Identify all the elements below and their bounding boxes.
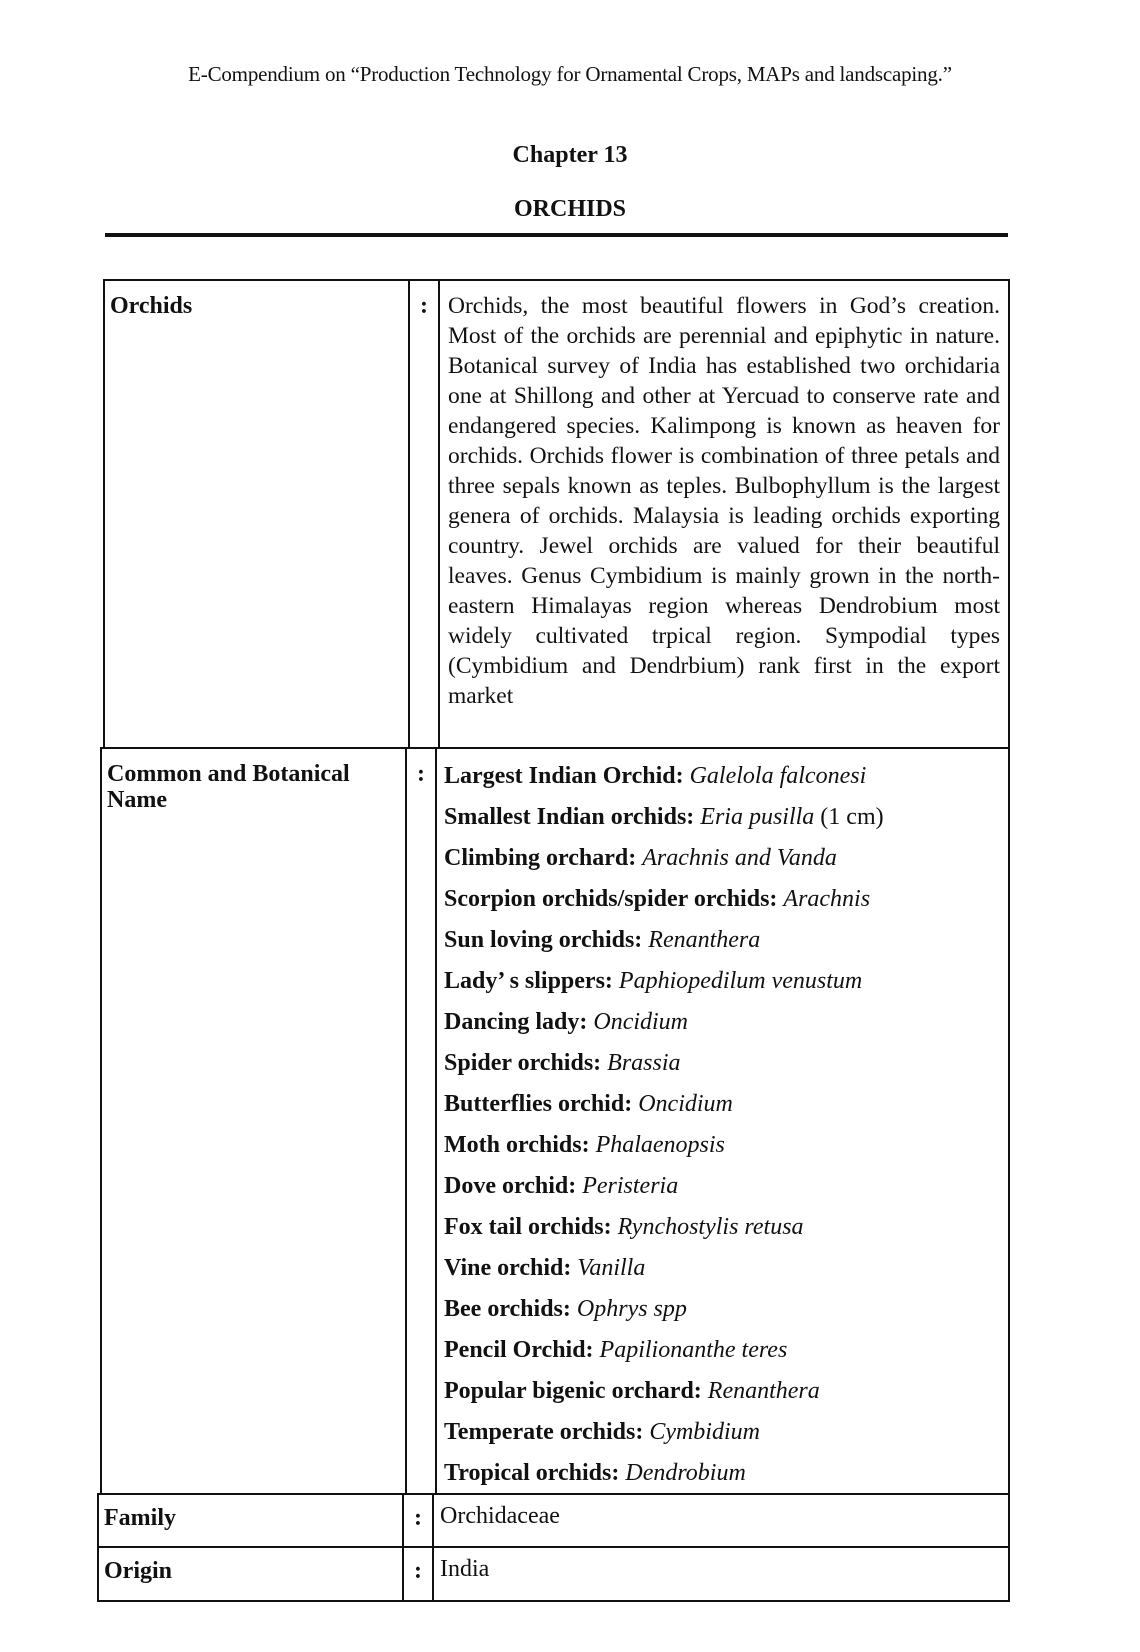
botanical-name: Vanilla <box>577 1255 646 1281</box>
list-item <box>444 1129 1008 1170</box>
table-row-common-botanical-name <box>100 747 1010 1495</box>
botanical-name: Phalaenopsis <box>595 1132 725 1158</box>
botanical-name: Cymbidium <box>649 1419 760 1445</box>
list-item <box>444 842 1008 883</box>
row-value: India <box>440 1556 490 1582</box>
common-name: Scorpion orchids/spider orchids: <box>444 886 778 912</box>
list-item <box>444 1334 1008 1375</box>
row-description: Orchids, the most beautiful flowers in God’s creation. Most of the orchids are perennial and epiphytic in nature. Botanical survey of India has established two orchidaria one at Shillong and other at Yercuad to conserve rate and endangered species. Kalimpong is known as heaven for orchids. Orchids flower is combination of three petals and three sepals known as teples. Bulbophyllum is the largest genera of orchids. Malaysia is leading orchids exporting country. Jewel orchids are valued for their beautiful leaves. Genus Cymbidium is mainly grown in the north-eastern Himalayas region whereas Dendrobium most widely cultivated trpical region. Sympodial types (Cymbidium and Dendrbium) rank first in the export market <box>448 293 1000 709</box>
common-name: Butterflies orchid: <box>444 1091 633 1117</box>
list-item <box>444 1006 1008 1047</box>
list-item <box>444 1375 1008 1416</box>
botanical-name: Brassia <box>607 1050 681 1076</box>
botanical-name: Paphiopedilum venustum <box>618 968 863 994</box>
row-separator: : <box>404 1548 434 1600</box>
common-name: Moth orchids: <box>444 1132 590 1158</box>
botanical-name: Oncidium <box>638 1091 733 1117</box>
row-separator: : <box>407 749 437 1493</box>
common-name: Spider orchids: <box>444 1050 602 1076</box>
list-item <box>444 801 1008 842</box>
common-name: Smallest Indian orchids: <box>444 804 695 830</box>
common-name: Tropical orchids: <box>444 1460 620 1486</box>
list-item <box>444 760 1008 801</box>
list-item <box>444 1457 1008 1498</box>
title-rule <box>105 233 1008 237</box>
botanical-name: Eria pusilla <box>700 804 815 830</box>
common-name: Lady’ s slippers: <box>444 968 613 994</box>
botanical-name: Renanthera <box>707 1378 820 1404</box>
botanical-name: Galelola falconesi <box>689 763 867 789</box>
common-name: Bee orchids: <box>444 1296 571 1322</box>
list-item <box>444 965 1008 1006</box>
row-label: Common and Botanical Name <box>102 749 407 1493</box>
list-item <box>444 1088 1008 1129</box>
common-name: Temperate orchids: <box>444 1419 644 1445</box>
running-header: E-Compendium on “Production Technology for Ornamental Crops, MAPs and landscaping.” <box>188 62 952 86</box>
name-note: (1 cm) <box>814 804 884 830</box>
list-item <box>444 1211 1008 1252</box>
row-label: Orchids <box>105 281 410 747</box>
names-list <box>437 749 1008 1498</box>
list-item <box>444 1416 1008 1457</box>
list-item <box>444 1047 1008 1088</box>
list-item <box>444 1293 1008 1334</box>
common-name: Climbing orchard: <box>444 845 637 871</box>
row-label: Origin <box>99 1548 404 1600</box>
common-name: Vine orchid: <box>444 1255 572 1281</box>
botanical-name: Arachnis <box>783 886 871 912</box>
botanical-name: Peristeria <box>582 1173 679 1199</box>
table-row-origin <box>97 1546 1010 1602</box>
common-name: Fox tail orchids: <box>444 1214 612 1240</box>
botanical-name: Oncidium <box>593 1009 689 1035</box>
table-row-family <box>97 1493 1010 1548</box>
list-item <box>444 924 1008 965</box>
common-name: Popular bigenic orchard: <box>444 1378 702 1404</box>
row-value: Orchidaceae <box>440 1503 560 1529</box>
row-names-list-cell <box>437 749 1008 1493</box>
list-item <box>444 1252 1008 1293</box>
row-separator: : <box>404 1495 434 1546</box>
botanical-name: Rynchostylis retusa <box>617 1214 804 1240</box>
botanical-name: Dendrobium <box>625 1460 746 1486</box>
row-separator: : <box>410 281 440 747</box>
common-name: Largest Indian Orchid: <box>444 763 684 789</box>
botanical-name: Ophrys spp <box>576 1296 687 1322</box>
common-name: Sun loving orchids: <box>444 927 643 953</box>
row-label: Family <box>99 1495 404 1546</box>
common-name: Pencil Orchid: <box>444 1337 594 1363</box>
common-name: Dove orchid: <box>444 1173 577 1199</box>
common-name: Dancing lady: <box>444 1009 588 1035</box>
table-row-orchids <box>103 279 1010 749</box>
chapter-title: ORCHIDS <box>513 196 627 222</box>
botanical-name: Renanthera <box>648 927 761 953</box>
list-item <box>444 1170 1008 1211</box>
chapter-number: Chapter 13 <box>512 142 628 168</box>
list-item <box>444 883 1008 924</box>
botanical-name: Papilionanthe teres <box>599 1337 788 1363</box>
botanical-name: Arachnis and Vanda <box>642 845 837 871</box>
